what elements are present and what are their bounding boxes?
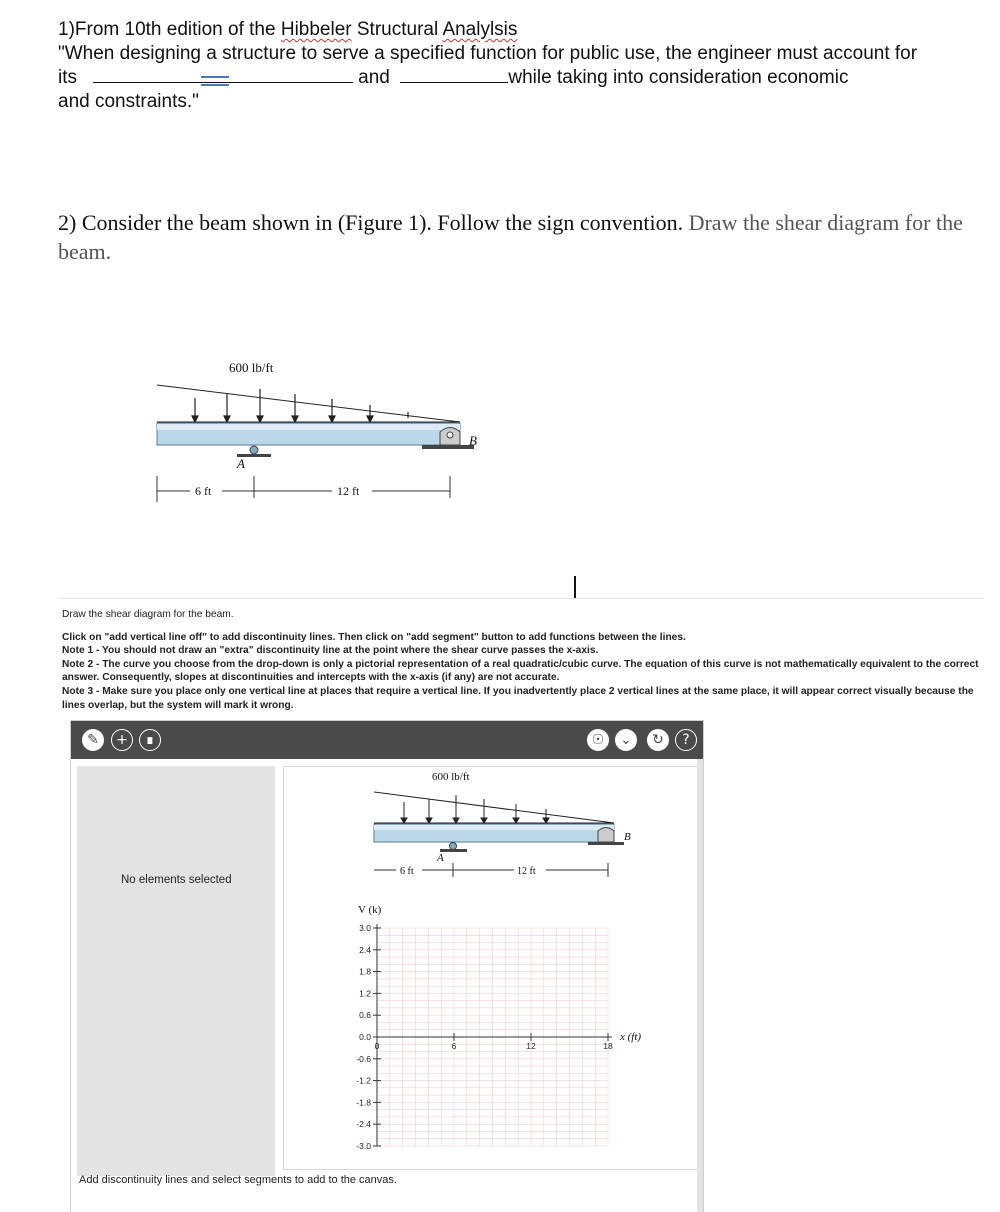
toolbar <box>71 721 703 759</box>
panel-message: No elements selected <box>121 874 232 886</box>
scrollbar[interactable] <box>697 759 703 1212</box>
y-tick-label: 0.0 <box>359 1032 371 1042</box>
blank-1[interactable] <box>93 66 353 83</box>
hint-button[interactable] <box>587 729 609 751</box>
y-tick-label: -3.0 <box>356 1141 371 1151</box>
y-tick-label: 1.2 <box>359 988 371 999</box>
dim-right-label: 12 ft <box>337 484 360 498</box>
hint-dropdown-button[interactable] <box>615 729 637 751</box>
mini-load-label: 600 lb/ft <box>432 771 470 783</box>
beam-figure <box>140 350 520 520</box>
q1-line-3: its and while taking into consideration economic <box>58 67 849 88</box>
blank-2[interactable] <box>400 66 508 83</box>
lightbulb-icon: ☉ <box>591 732 605 748</box>
q1-line-4: and constraints." <box>58 91 199 112</box>
question-1 <box>58 18 988 114</box>
x-tick-label: 0 <box>374 1041 380 1051</box>
y-tick-label: -1.8 <box>356 1097 371 1108</box>
delete-button[interactable] <box>139 729 161 751</box>
canvas-svg[interactable] <box>284 767 698 1169</box>
y-tick-label: -0.6 <box>356 1053 371 1064</box>
instruction-click: Click on "add vertical line off" to add discontinuity lines. Then click on "add segment" button to add functions between the lines. <box>62 631 686 643</box>
x-axis-label: x (ft) <box>620 1031 642 1043</box>
y-tick-label: 0.6 <box>359 1010 371 1021</box>
x-tick-label: 6 <box>451 1041 457 1051</box>
load-label: 600 lb/ft <box>229 360 274 375</box>
mini-support-a-label: A <box>437 852 444 864</box>
book-author: Hibbeler <box>280 19 352 40</box>
reset-button[interactable] <box>647 729 669 751</box>
book-title: Analylsis <box>442 19 518 40</box>
plus-icon: + <box>116 732 128 748</box>
add-segment-button[interactable] <box>111 729 133 751</box>
help-icon: ? <box>682 732 690 748</box>
y-tick-label: -2.4 <box>356 1119 371 1130</box>
question-2-main: 2) Consider the beam shown in (Figure 1). Follow the sign convention. <box>58 210 684 235</box>
text-cursor <box>574 576 576 598</box>
note-3: Note 3 - Make sure you place only one vertical line at places that require a vertical line. If you inadvertently place 2 vertical lines at the same place, it will appear correct visually because the lines overlap, but the system will mark it wrong. <box>62 685 974 711</box>
graph-canvas[interactable] <box>283 766 699 1170</box>
question-2-action: Draw the shear diagram for the beam. <box>58 210 963 264</box>
pencil-icon: ✎ <box>87 732 99 748</box>
load-slope <box>157 385 460 422</box>
q1-line-1: 1)From 10th edition of the Hibbeler Structural Analylsis <box>58 19 518 40</box>
x-tick-label: 12 <box>526 1041 536 1051</box>
note-2: Note 2 - The curve you choose from the drop-down is only a pictorial representation of a real quadratic/cubic curve. The equation of this curve is not mathematically equivalent to the correct answer. Consequently, slopes at discontinuities and intercepts with the x-axis (if any) are not accurate. <box>62 658 979 684</box>
reset-icon: ↻ <box>652 732 664 748</box>
separator <box>58 598 984 599</box>
mini-dim-left: 6 ft <box>400 866 414 877</box>
graphing-tool <box>70 720 704 1212</box>
support-a-label: A <box>237 456 245 471</box>
note-1: Note 1 - You should not draw an "extra" discontinuity line at the point where the shear curve passes the x-axis. <box>62 645 599 657</box>
chevron-down-icon: ⌄ <box>620 732 632 748</box>
y-tick-label: 3.0 <box>359 923 371 933</box>
shear-graph[interactable] <box>356 923 613 1151</box>
mini-dim-right: 12 ft <box>517 866 536 877</box>
support-b-label: B <box>469 433 477 448</box>
question-2 <box>58 208 988 266</box>
mini-support-b-label: B <box>624 831 631 843</box>
instructions <box>62 608 992 712</box>
properties-panel <box>77 766 275 1176</box>
vertical-line-tool-button[interactable] <box>82 729 104 751</box>
x-tick-label: 18 <box>603 1041 613 1051</box>
mini-beam-figure <box>374 771 631 877</box>
instruction-draw: Draw the shear diagram for the beam. <box>62 609 234 620</box>
y-tick-label: 1.8 <box>359 966 371 977</box>
edit-mark-icon <box>201 76 229 86</box>
dim-left-label: 6 ft <box>195 484 212 498</box>
trash-icon: ∎ <box>145 732 155 748</box>
load-arrows <box>192 389 408 422</box>
status-message: Add discontinuity lines and select segments to add to the canvas. <box>79 1174 397 1186</box>
y-axis-label: V (k) <box>358 904 382 916</box>
y-tick-label: 2.4 <box>359 944 371 955</box>
help-button[interactable] <box>675 729 697 751</box>
q1-line-2: "When designing a structure to serve a specified function for public use, the engineer must account for <box>58 43 918 64</box>
y-tick-label: -1.2 <box>356 1075 371 1086</box>
